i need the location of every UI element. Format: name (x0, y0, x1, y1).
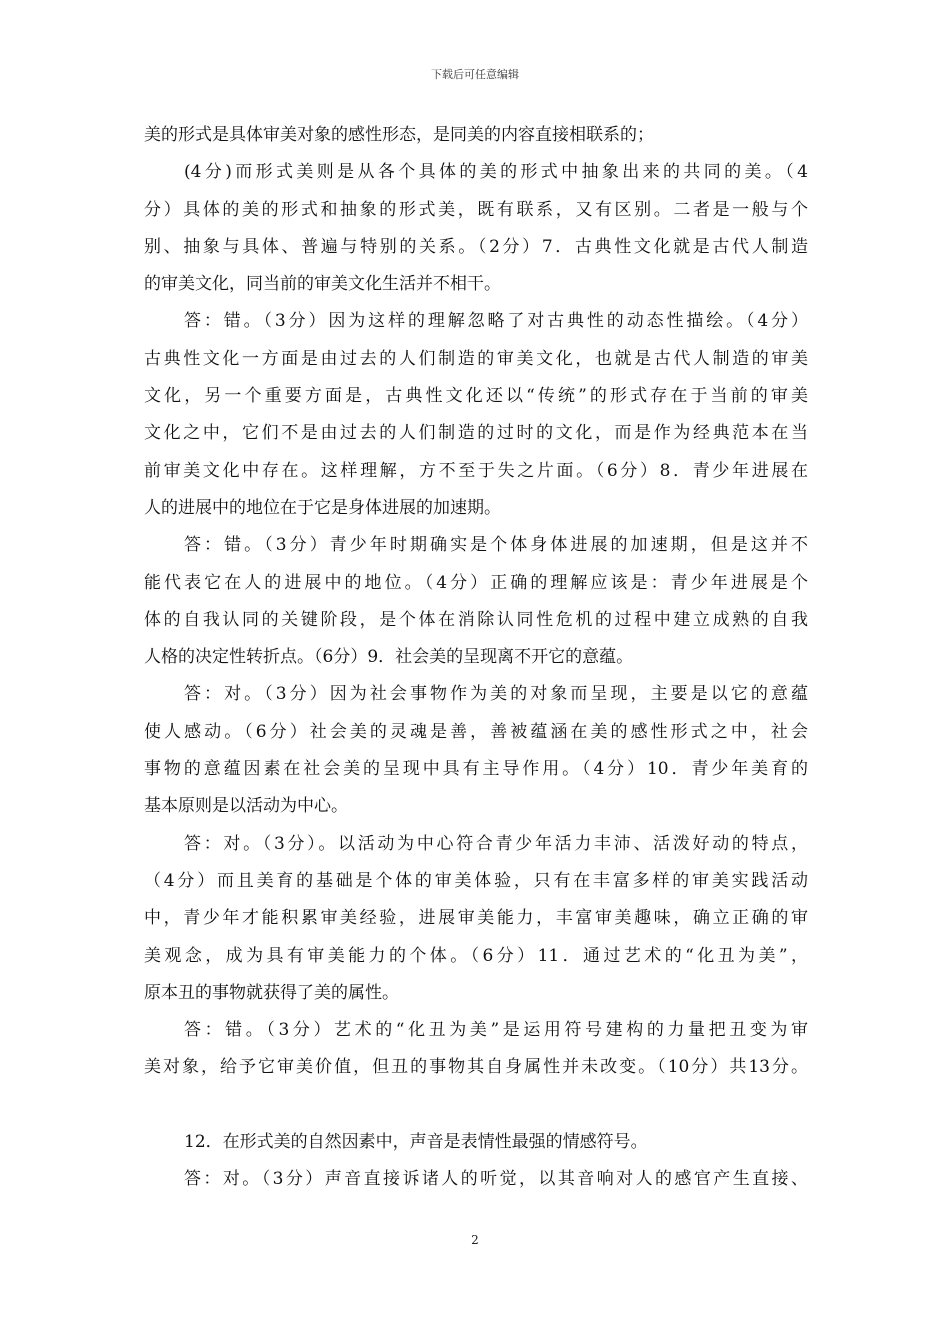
text-line: 的审美文化，同当前的审美文化生活并不相干。 (144, 274, 501, 295)
text-line: 答：错。（3分）艺术的“化丑为美”是运用符号建构的力量把丑变为审 (184, 1020, 808, 1041)
text-line: 中，青少年才能积累审美经验，进展审美能力，丰富审美趣味，确立正确的审 (144, 908, 808, 929)
text-line: 分）具体的美的形式和抽象的形式美，既有联系，又有区别。二者是一般与个 (144, 199, 808, 220)
text-line: (4分)而形式美则是从各个具体的美的形式中抽象出来的共同的美。（4 (184, 162, 808, 183)
text-line: 古典性文化一方面是由过去的人们制造的审美文化，也就是古代人制造的审美 (144, 348, 808, 369)
text-line: 别、抽象与具体、普遍与特别的关系。（2分）7．古典性文化就是古代人制造 (144, 236, 808, 257)
text-line: 原本丑的事物就获得了美的属性。 (144, 982, 399, 1003)
text-line: 美对象，给予它审美价值，但丑的事物其自身属性并未改变。（10分）共13分。 (144, 1057, 808, 1078)
text-line: 答：对。（3分）声音直接诉诸人的听觉，以其音响对人的感官产生直接、 (184, 1169, 808, 1190)
text-line: 基本原则是以活动为中心。 (144, 796, 348, 817)
text-line: 体的自我认同的关键阶段，是个体在消除认同性危机的过程中建立成熟的自我 (144, 609, 808, 630)
text-line: 美观念，成为具有审美能力的个体。（6分）11．通过艺术的“化丑为美”， (144, 945, 808, 966)
text-line: 人格的决定性转折点。（6分）9．社会美的呈现离不开它的意蕴。 (144, 647, 634, 668)
page-header: 下载后可任意编辑 (431, 68, 519, 81)
text-line: 能代表它在人的进展中的地位。（4分）正确的理解应该是：青少年进展是个 (144, 572, 808, 593)
text-line: 使人感动。（6分）社会美的灵魂是善，善被蕴涵在美的感性形式之中，社会 (144, 721, 808, 742)
text-line: 美的形式是具体审美对象的感性形态，是同美的内容直接相联系的； (144, 125, 654, 145)
text-line: 答：错。（3分）青少年时期确实是个体身体进展的加速期，但是这并不 (184, 535, 808, 556)
paragraph-gap (144, 1087, 808, 1124)
text-line: 答：对。（3分）因为社会事物作为美的对象而呈现，主要是以它的意蕴 (184, 684, 808, 705)
text-line: 答：对。（3分）。以活动为中心符合青少年活力丰沛、活泼好动的特点， (184, 833, 808, 854)
text-line: 文化，另一个重要方面是，古典性文化还以“传统”的形式存在于当前的审美 (144, 386, 808, 407)
text-line: 前审美文化中存在。这样理解，方不至于失之片面。（6分）8．青少年进展在 (144, 460, 808, 481)
text-line: （4分）而且美育的基础是个体的审美体验，只有在丰富多样的审美实践活动 (144, 870, 808, 891)
text-line: 文化之中，它们不是由过去的人们制造的过时的文化，而是作为经典范本在当 (144, 423, 808, 444)
text-line: 事物的意蕴因素在社会美的呈现中具有主导作用。（4分）10．青少年美育的 (144, 759, 808, 780)
text-line: 人的进展中的地位在于它是身体进展的加速期。 (144, 497, 501, 518)
page-number: 2 (471, 1233, 479, 1247)
text-line: 答：错。（3分）因为这样的理解忽略了对古典性的动态性描绘。（4分） (184, 311, 808, 332)
text-line: 12．在形式美的自然因素中，声音是表情性最强的情感符号。 (184, 1131, 648, 1152)
document-body (144, 117, 808, 1198)
